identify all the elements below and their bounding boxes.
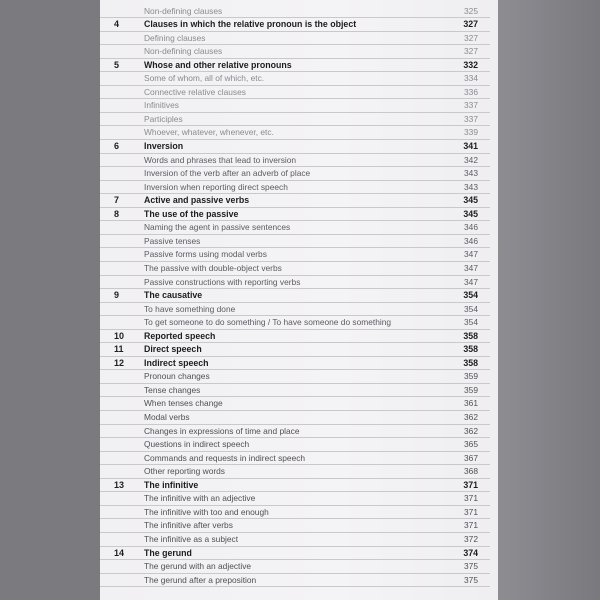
toc-row: [100, 343, 490, 357]
chapter-number: 14: [114, 547, 125, 558]
chapter-number: 9: [114, 290, 120, 301]
section-title: Commands and requests in indirect speech: [144, 452, 306, 463]
toc-row: [100, 574, 490, 588]
chapter-title: Inversion: [144, 141, 184, 151]
toc-row: [100, 167, 490, 181]
toc-row: [100, 357, 490, 371]
toc-row: [100, 59, 490, 73]
section-title: Other reporting words: [144, 466, 225, 477]
page-number: 365: [464, 439, 478, 450]
toc-row: [100, 221, 490, 235]
toc-row: [100, 262, 490, 276]
page-number: 332: [463, 59, 478, 70]
chapter-title: Whose and other relative pronouns: [144, 59, 292, 70]
toc-row: [100, 506, 490, 520]
page-number: 327: [463, 19, 478, 30]
section-title: Connective relative clauses: [144, 86, 246, 97]
chapter-number: 11: [114, 344, 124, 355]
toc-row: [100, 425, 490, 439]
section-title: Passive constructions with reporting verbs: [144, 276, 301, 287]
toc-row: [100, 208, 490, 222]
toc-row: [100, 397, 490, 411]
section-title: Some of whom, all of which, etc.: [144, 73, 265, 84]
chapter-title: Indirect speech: [144, 357, 209, 368]
section-title: Passive forms using modal verbs: [144, 249, 267, 260]
page-number: 368: [464, 466, 478, 477]
toc-row: [100, 330, 490, 344]
section-title: Questions in indirect speech: [144, 439, 250, 450]
section-title: Defining clauses: [144, 32, 206, 43]
section-title: The gerund with an adjective: [144, 561, 252, 572]
section-title: Pronoun changes: [144, 371, 210, 382]
toc-row: [100, 32, 490, 46]
page-number: 371: [463, 479, 478, 490]
toc-row: [100, 303, 490, 317]
page-number: 327: [464, 46, 478, 57]
section-title: Non-defining clauses: [144, 46, 223, 57]
toc-row: [100, 194, 490, 208]
chapter-number: 6: [114, 141, 120, 151]
page-number: 336: [464, 86, 478, 97]
page-number: 372: [464, 533, 478, 544]
page-number: 371: [464, 506, 478, 517]
toc-row: [100, 181, 490, 195]
section-title: Words and phrases that lead to inversion: [144, 154, 297, 165]
toc-row: [100, 411, 490, 425]
chapter-title: The use of the passive: [144, 208, 239, 219]
page-number: 343: [464, 181, 478, 192]
page-number: 346: [464, 235, 478, 246]
page-number: 361: [464, 398, 478, 409]
page-number: 374: [463, 547, 478, 558]
chapter-number: 10: [114, 330, 125, 341]
section-title: Inversion of the verb after an adverb of place: [144, 168, 311, 179]
page-number: 345: [463, 195, 478, 206]
table-of-contents-page: [100, 0, 498, 600]
chapter-number: 4: [114, 19, 120, 30]
section-title: The infinitive with too and enough: [144, 506, 269, 517]
chapter-title: The infinitive: [144, 479, 199, 490]
toc-row: [100, 45, 490, 59]
page-number: 347: [464, 262, 478, 273]
toc-row: [100, 316, 490, 330]
page-number: 354: [463, 290, 478, 301]
toc-row: [100, 479, 490, 493]
page-number: 347: [464, 249, 478, 260]
toc-row: [100, 547, 490, 561]
toc-row: [100, 560, 490, 574]
toc-row: [100, 72, 490, 86]
section-title: To have something done: [144, 303, 236, 314]
section-title: Participles: [144, 113, 183, 124]
page-number: 375: [464, 574, 478, 585]
section-title: Modal verbs: [144, 412, 190, 422]
chapter-title: The gerund: [144, 547, 192, 558]
page-number: 347: [464, 276, 478, 287]
page-number: 327: [464, 32, 478, 43]
section-title: Naming the agent in passive sentences: [144, 222, 291, 233]
toc-row: [100, 235, 490, 249]
page-number: 325: [464, 5, 478, 16]
page-number: 354: [464, 303, 478, 314]
section-title: The infinitive after verbs: [144, 520, 233, 531]
page-number: 343: [464, 168, 478, 179]
page-number: 341: [463, 141, 478, 151]
toc-row: [100, 276, 490, 290]
page-number: 346: [464, 222, 478, 233]
chapter-number: 8: [114, 208, 120, 219]
toc-row: [100, 492, 490, 506]
page-number: 345: [463, 208, 478, 219]
page-number: 342: [464, 154, 478, 165]
page-number: 337: [464, 100, 478, 111]
page-number: 334: [464, 73, 478, 84]
page-number: 358: [463, 330, 478, 341]
toc-row: [100, 99, 490, 113]
section-title: The infinitive as a subject: [144, 533, 239, 544]
page-number: 375: [464, 561, 478, 572]
chapter-title: The causative: [144, 290, 203, 301]
page-number: 354: [464, 317, 478, 328]
section-title: When tenses change: [144, 398, 223, 409]
page-number: 359: [464, 384, 478, 395]
toc-row: [100, 370, 490, 384]
page-number: 358: [463, 344, 478, 355]
chapter-number: 12: [114, 357, 125, 368]
toc-row: [100, 533, 490, 547]
toc-row: [100, 384, 490, 398]
section-title: Changes in expressions of time and place: [144, 425, 300, 436]
toc-row: [100, 438, 490, 452]
page-number: 362: [464, 412, 478, 422]
section-title: The gerund after a preposition: [144, 574, 257, 585]
toc-row: [100, 289, 490, 303]
chapter-title: Reported speech: [144, 330, 216, 341]
section-title: Passive tenses: [144, 235, 201, 246]
section-title: Inversion when reporting direct speech: [144, 181, 288, 192]
section-title: Tense changes: [144, 384, 201, 395]
section-title: Infinitives: [144, 100, 179, 111]
toc-row: [100, 452, 490, 466]
section-title: The passive with double-object verbs: [144, 262, 282, 273]
page-number: 339: [464, 127, 478, 138]
section-title: Whoever, whatever, whenever, etc.: [144, 127, 274, 138]
toc-row: [100, 140, 490, 154]
toc-row: [100, 113, 490, 127]
page-number: 371: [464, 493, 478, 504]
toc-row: [100, 465, 490, 479]
section-title: The infinitive with an adjective: [144, 493, 256, 504]
toc-row: [100, 86, 490, 100]
toc-row: [100, 154, 490, 168]
chapter-number: 5: [114, 59, 120, 70]
chapter-number: 7: [114, 195, 120, 206]
section-title: Non-defining clauses: [144, 5, 223, 16]
chapter-title: Direct speech: [144, 344, 202, 355]
toc-row: [100, 126, 490, 140]
toc-row: [100, 5, 490, 19]
page-shadow-edge: [498, 0, 600, 600]
chapter-title: Active and passive verbs: [144, 195, 250, 206]
toc-row: [100, 519, 490, 533]
page-number: 337: [464, 113, 478, 124]
page-number: 362: [464, 425, 478, 436]
section-title: To get someone to do something / To have someone do something: [144, 317, 392, 328]
chapter-number: 13: [114, 479, 125, 490]
page-number: 367: [464, 452, 478, 463]
page-number: 358: [463, 357, 478, 368]
toc-row: [100, 248, 490, 262]
toc-row: [100, 18, 490, 32]
chapter-title: Clauses in which the relative pronoun is the object: [144, 19, 357, 30]
page-number: 371: [464, 520, 478, 531]
page-number: 359: [464, 371, 478, 382]
